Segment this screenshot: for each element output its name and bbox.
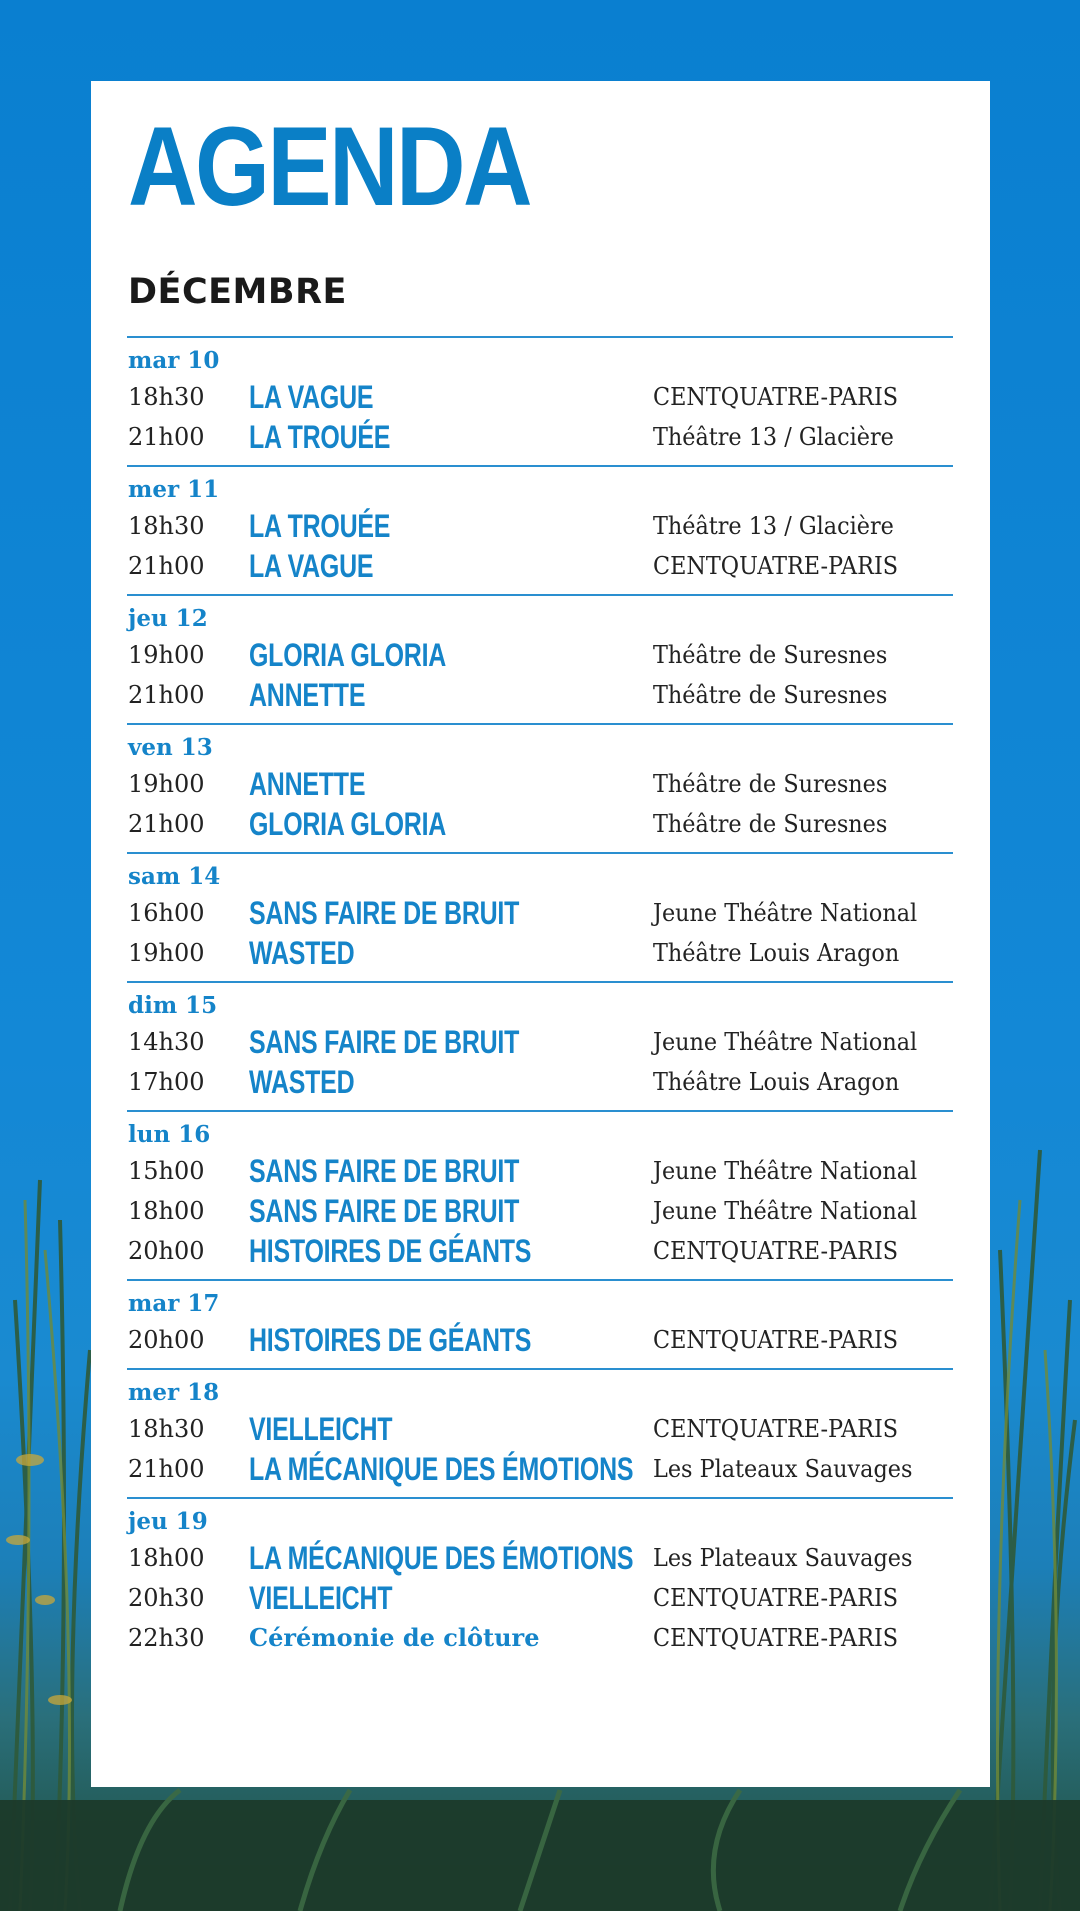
event-venue: Jeune Théâtre National	[653, 1197, 918, 1225]
event-title: LA MÉCANIQUE DES ÉMOTIONS	[249, 1451, 634, 1487]
event-row	[127, 1062, 953, 1102]
event-time: 19h00	[128, 641, 205, 669]
event-title: LA TROUÉE	[249, 419, 391, 455]
day-label: mar 10	[128, 347, 220, 374]
event-venue: Théâtre Louis Aragon	[653, 1068, 900, 1096]
event-title: SANS FAIRE DE BRUIT	[249, 895, 520, 931]
event-venue: CENTQUATRE-PARIS	[653, 1415, 899, 1443]
event-venue: CENTQUATRE-PARIS	[653, 1584, 899, 1612]
day-group	[127, 336, 953, 465]
event-venue: Jeune Théâtre National	[653, 1157, 918, 1185]
agenda-title: AGENDA	[128, 104, 530, 229]
event-venue: CENTQUATRE-PARIS	[653, 552, 899, 580]
event-time: 21h00	[128, 810, 205, 838]
event-row	[127, 1022, 953, 1062]
event-title: Cérémonie de clôture	[249, 1623, 540, 1652]
event-title: GLORIA GLORIA	[249, 637, 447, 673]
event-title: SANS FAIRE DE BRUIT	[249, 1024, 520, 1060]
day-group	[127, 1110, 953, 1279]
event-row	[127, 1231, 953, 1271]
event-row	[127, 635, 953, 675]
event-venue: Les Plateaux Sauvages	[653, 1455, 913, 1483]
event-row	[127, 804, 953, 844]
event-time: 18h30	[128, 383, 205, 411]
event-time: 18h30	[128, 512, 205, 540]
event-row	[127, 893, 953, 933]
event-time: 21h00	[128, 1455, 205, 1483]
day-group	[127, 594, 953, 723]
event-row	[127, 1618, 953, 1658]
day-group	[127, 723, 953, 852]
event-time: 14h30	[128, 1028, 205, 1056]
event-title: HISTOIRES DE GÉANTS	[249, 1322, 532, 1358]
event-title: WASTED	[249, 1064, 355, 1100]
event-venue: Théâtre 13 / Glacière	[653, 423, 894, 451]
day-label: ven 13	[128, 734, 213, 761]
day-label: mer 18	[128, 1379, 220, 1406]
event-title: SANS FAIRE DE BRUIT	[249, 1153, 520, 1189]
event-time: 20h00	[128, 1237, 205, 1265]
event-row	[127, 1191, 953, 1231]
event-title: ANNETTE	[249, 677, 366, 713]
event-title: ANNETTE	[249, 766, 366, 802]
day-label: mer 11	[128, 476, 220, 503]
agenda-card	[91, 81, 990, 1787]
event-row	[127, 1320, 953, 1360]
event-time: 19h00	[128, 770, 205, 798]
event-venue: CENTQUATRE-PARIS	[653, 1237, 899, 1265]
event-title: VIELLEICHT	[249, 1580, 393, 1616]
event-time: 19h00	[128, 939, 205, 967]
event-time: 16h00	[128, 899, 205, 927]
event-time: 18h00	[128, 1197, 205, 1225]
event-time: 21h00	[128, 681, 205, 709]
event-title: LA VAGUE	[249, 379, 374, 415]
event-row	[127, 417, 953, 457]
day-label: jeu 19	[128, 1508, 208, 1535]
event-row	[127, 1538, 953, 1578]
event-venue: Jeune Théâtre National	[653, 899, 918, 927]
event-title: WASTED	[249, 935, 355, 971]
day-label: dim 15	[128, 992, 218, 1019]
event-row	[127, 1578, 953, 1618]
event-venue: Théâtre de Suresnes	[653, 810, 888, 838]
day-label: jeu 12	[128, 605, 208, 632]
event-row	[127, 675, 953, 715]
day-label: sam 14	[128, 863, 221, 890]
month-heading: DÉCEMBRE	[128, 272, 347, 312]
event-title: LA VAGUE	[249, 548, 374, 584]
event-row	[127, 764, 953, 804]
event-row	[127, 377, 953, 417]
event-venue: CENTQUATRE-PARIS	[653, 1624, 899, 1652]
event-time: 20h00	[128, 1326, 205, 1354]
event-time: 21h00	[128, 423, 205, 451]
event-venue: Jeune Théâtre National	[653, 1028, 918, 1056]
event-row	[127, 1409, 953, 1449]
event-time: 21h00	[128, 552, 205, 580]
event-title: LA TROUÉE	[249, 508, 391, 544]
event-row	[127, 933, 953, 973]
day-group	[127, 981, 953, 1110]
day-group	[127, 852, 953, 981]
event-row	[127, 546, 953, 586]
day-label: mar 17	[128, 1290, 220, 1317]
event-row	[127, 506, 953, 546]
event-venue: Théâtre de Suresnes	[653, 641, 888, 669]
agenda-list	[127, 336, 953, 1666]
event-title: SANS FAIRE DE BRUIT	[249, 1193, 520, 1229]
day-label: lun 16	[128, 1121, 211, 1148]
event-row	[127, 1449, 953, 1489]
event-venue: Théâtre de Suresnes	[653, 770, 888, 798]
event-time: 15h00	[128, 1157, 205, 1185]
day-group	[127, 1497, 953, 1666]
event-time: 18h30	[128, 1415, 205, 1443]
event-title: VIELLEICHT	[249, 1411, 393, 1447]
event-venue: Théâtre de Suresnes	[653, 681, 888, 709]
event-title: GLORIA GLORIA	[249, 806, 447, 842]
event-venue: CENTQUATRE-PARIS	[653, 1326, 899, 1354]
event-venue: Théâtre 13 / Glacière	[653, 512, 894, 540]
event-venue: CENTQUATRE-PARIS	[653, 383, 899, 411]
day-group	[127, 1368, 953, 1497]
event-venue: Les Plateaux Sauvages	[653, 1544, 913, 1572]
event-title: HISTOIRES DE GÉANTS	[249, 1233, 532, 1269]
event-time: 17h00	[128, 1068, 205, 1096]
event-venue: Théâtre Louis Aragon	[653, 939, 900, 967]
event-time: 20h30	[128, 1584, 205, 1612]
event-title: LA MÉCANIQUE DES ÉMOTIONS	[249, 1540, 634, 1576]
event-time: 22h30	[128, 1624, 205, 1652]
event-row	[127, 1151, 953, 1191]
day-group	[127, 465, 953, 594]
day-group	[127, 1279, 953, 1368]
event-time: 18h00	[128, 1544, 205, 1572]
